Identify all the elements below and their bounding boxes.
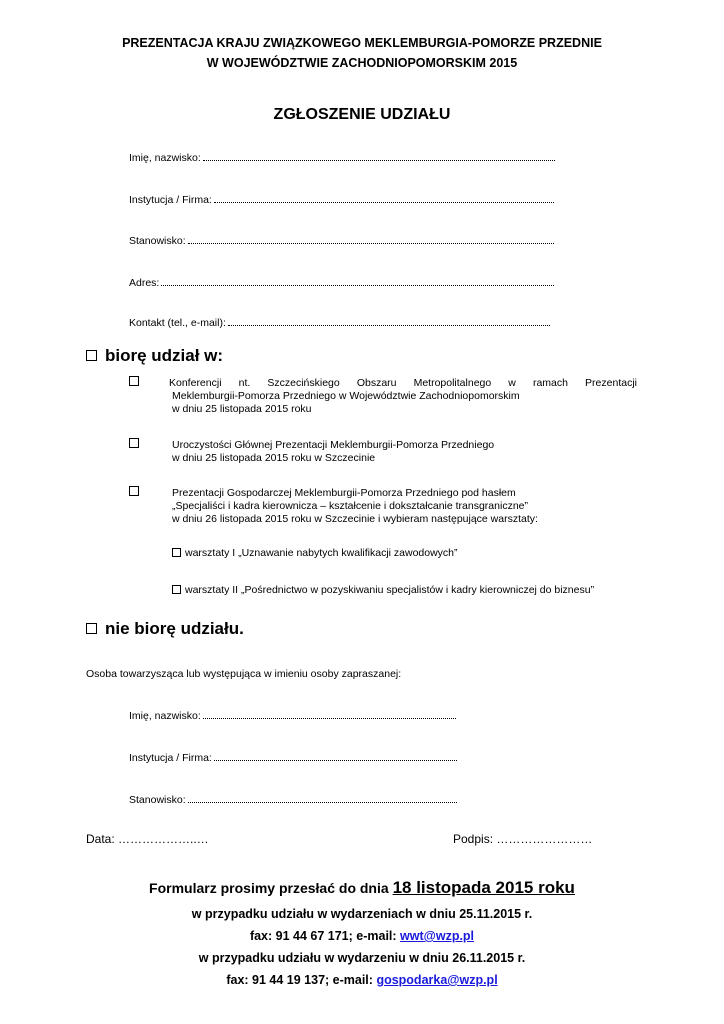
submit-contact-1 [0, 929, 724, 943]
field-institution[interactable] [129, 193, 554, 206]
option-ceremony-line1: Uroczystości Głównej Prezentacji Meklemburgii-Pomorza Przedniego [172, 439, 495, 451]
field-name-label: Imię, nazwisko: [129, 152, 201, 164]
email-link-gospodarka[interactable]: gospodarka@wzp.pl [376, 973, 498, 987]
participate-option[interactable] [86, 346, 223, 366]
companion-name-label: Imię, nazwisko: [129, 710, 201, 722]
not-participate-checkbox[interactable] [86, 623, 97, 634]
workshop-2-checkbox[interactable] [172, 585, 181, 594]
field-contact[interactable] [129, 316, 550, 329]
option-conference-line2: Meklemburgii-Pomorza Przedniego w Województwie Zachodniopomorskim [172, 390, 520, 402]
field-address[interactable] [129, 276, 554, 289]
submit-deadline: 18 listopada 2015 roku [392, 878, 575, 897]
header-line-2: W WOJEWÓDZTWIE ZACHODNIOPOMORSKIM 2015 [206, 56, 518, 70]
companion-position-label: Stanowisko: [129, 794, 186, 806]
header-line-1: PREZENTACJA KRAJU ZWIĄZKOWEGO MEKLEMBURGIA-POMORZE PRZEDNIE [122, 36, 602, 50]
workshop-2-option[interactable] [172, 584, 594, 596]
option-ceremony-checkbox[interactable] [129, 438, 139, 448]
not-participate-label: nie biorę udziału. [105, 619, 244, 638]
submit-deadline-line [0, 878, 724, 898]
form-title: ZGŁOSZENIE UDZIAŁU [273, 106, 451, 123]
field-name[interactable] [129, 151, 555, 164]
field-address-label: Adres: [129, 277, 160, 289]
field-institution-line[interactable] [214, 193, 554, 203]
submit-contact-2-prefix: fax: 91 44 19 137; e-mail: [226, 973, 373, 987]
companion-institution-line[interactable] [214, 751, 457, 761]
field-address-line[interactable] [161, 276, 554, 286]
workshop-1-option[interactable] [172, 547, 458, 559]
field-contact-label: Kontakt (tel., e-mail): [129, 317, 226, 329]
signature-field[interactable]: Podpis: …………………… [453, 832, 593, 846]
companion-field-name[interactable] [129, 709, 456, 722]
option-conference-checkbox[interactable] [129, 376, 139, 386]
field-position[interactable] [129, 234, 554, 247]
field-name-line[interactable] [203, 151, 555, 161]
workshop-2-label: warsztaty II „Pośrednictwo w pozyskiwaniu specjalistów i kadry kierowniczej do biznesu” [185, 584, 595, 596]
option-ceremony-line2: w dniu 25 listopada 2015 roku w Szczecinie [172, 452, 376, 464]
participate-label: biorę udział w: [105, 346, 224, 365]
companion-institution-label: Instytucja / Firma: [129, 752, 212, 764]
submit-case-1: w przypadku udziału w wydarzeniach w dniu 25.11.2015 r. [191, 907, 533, 921]
option-economic-line1: Prezentacji Gospodarczej Meklemburgii-Pomorza Przedniego pod hasłem [172, 487, 516, 499]
option-economic-line3: w dniu 26 listopada 2015 roku w Szczecinie i wybieram następujące warsztaty: [172, 513, 538, 525]
participate-checkbox[interactable] [86, 350, 97, 361]
field-position-label: Stanowisko: [129, 235, 186, 247]
submit-case-2: w przypadku udziału w wydarzeniu w dniu 26.11.2015 r. [198, 951, 526, 965]
field-contact-line[interactable] [228, 316, 550, 326]
submit-contact-2 [0, 973, 724, 987]
companion-field-position[interactable] [129, 793, 457, 806]
workshop-1-label: warsztaty I „Uznawanie nabytych kwalifikacji zawodowych” [185, 547, 458, 559]
option-economic-checkbox[interactable] [129, 486, 139, 496]
email-link-wwt[interactable]: wwt@wzp.pl [400, 929, 475, 943]
submit-contact-1-prefix: fax: 91 44 67 171; e-mail: [249, 929, 397, 943]
option-economic-line2: „Specjaliści i kadra kierownicza – kształcenie i dokształcanie transgraniczne” [172, 500, 528, 512]
field-position-line[interactable] [188, 234, 554, 244]
field-institution-label: Instytucja / Firma: [129, 194, 212, 206]
companion-field-institution[interactable] [129, 751, 457, 764]
option-conference-line3: w dniu 25 listopada 2015 roku [172, 403, 312, 415]
workshop-1-checkbox[interactable] [172, 548, 181, 557]
not-participate-option[interactable] [86, 619, 244, 639]
companion-position-line[interactable] [188, 793, 457, 803]
companion-name-line[interactable] [203, 709, 456, 719]
date-field[interactable]: Data: ………………..… [86, 832, 209, 846]
option-conference-line1: Konferencji nt. Szczecińskiego Obszaru Metropolitalnego w ramach Prezentacji [169, 377, 637, 389]
companion-intro: Osoba towarzysząca lub występująca w imieniu osoby zapraszanej: [86, 668, 402, 680]
submit-prefix: Formularz prosimy przesłać do dnia [149, 880, 389, 896]
